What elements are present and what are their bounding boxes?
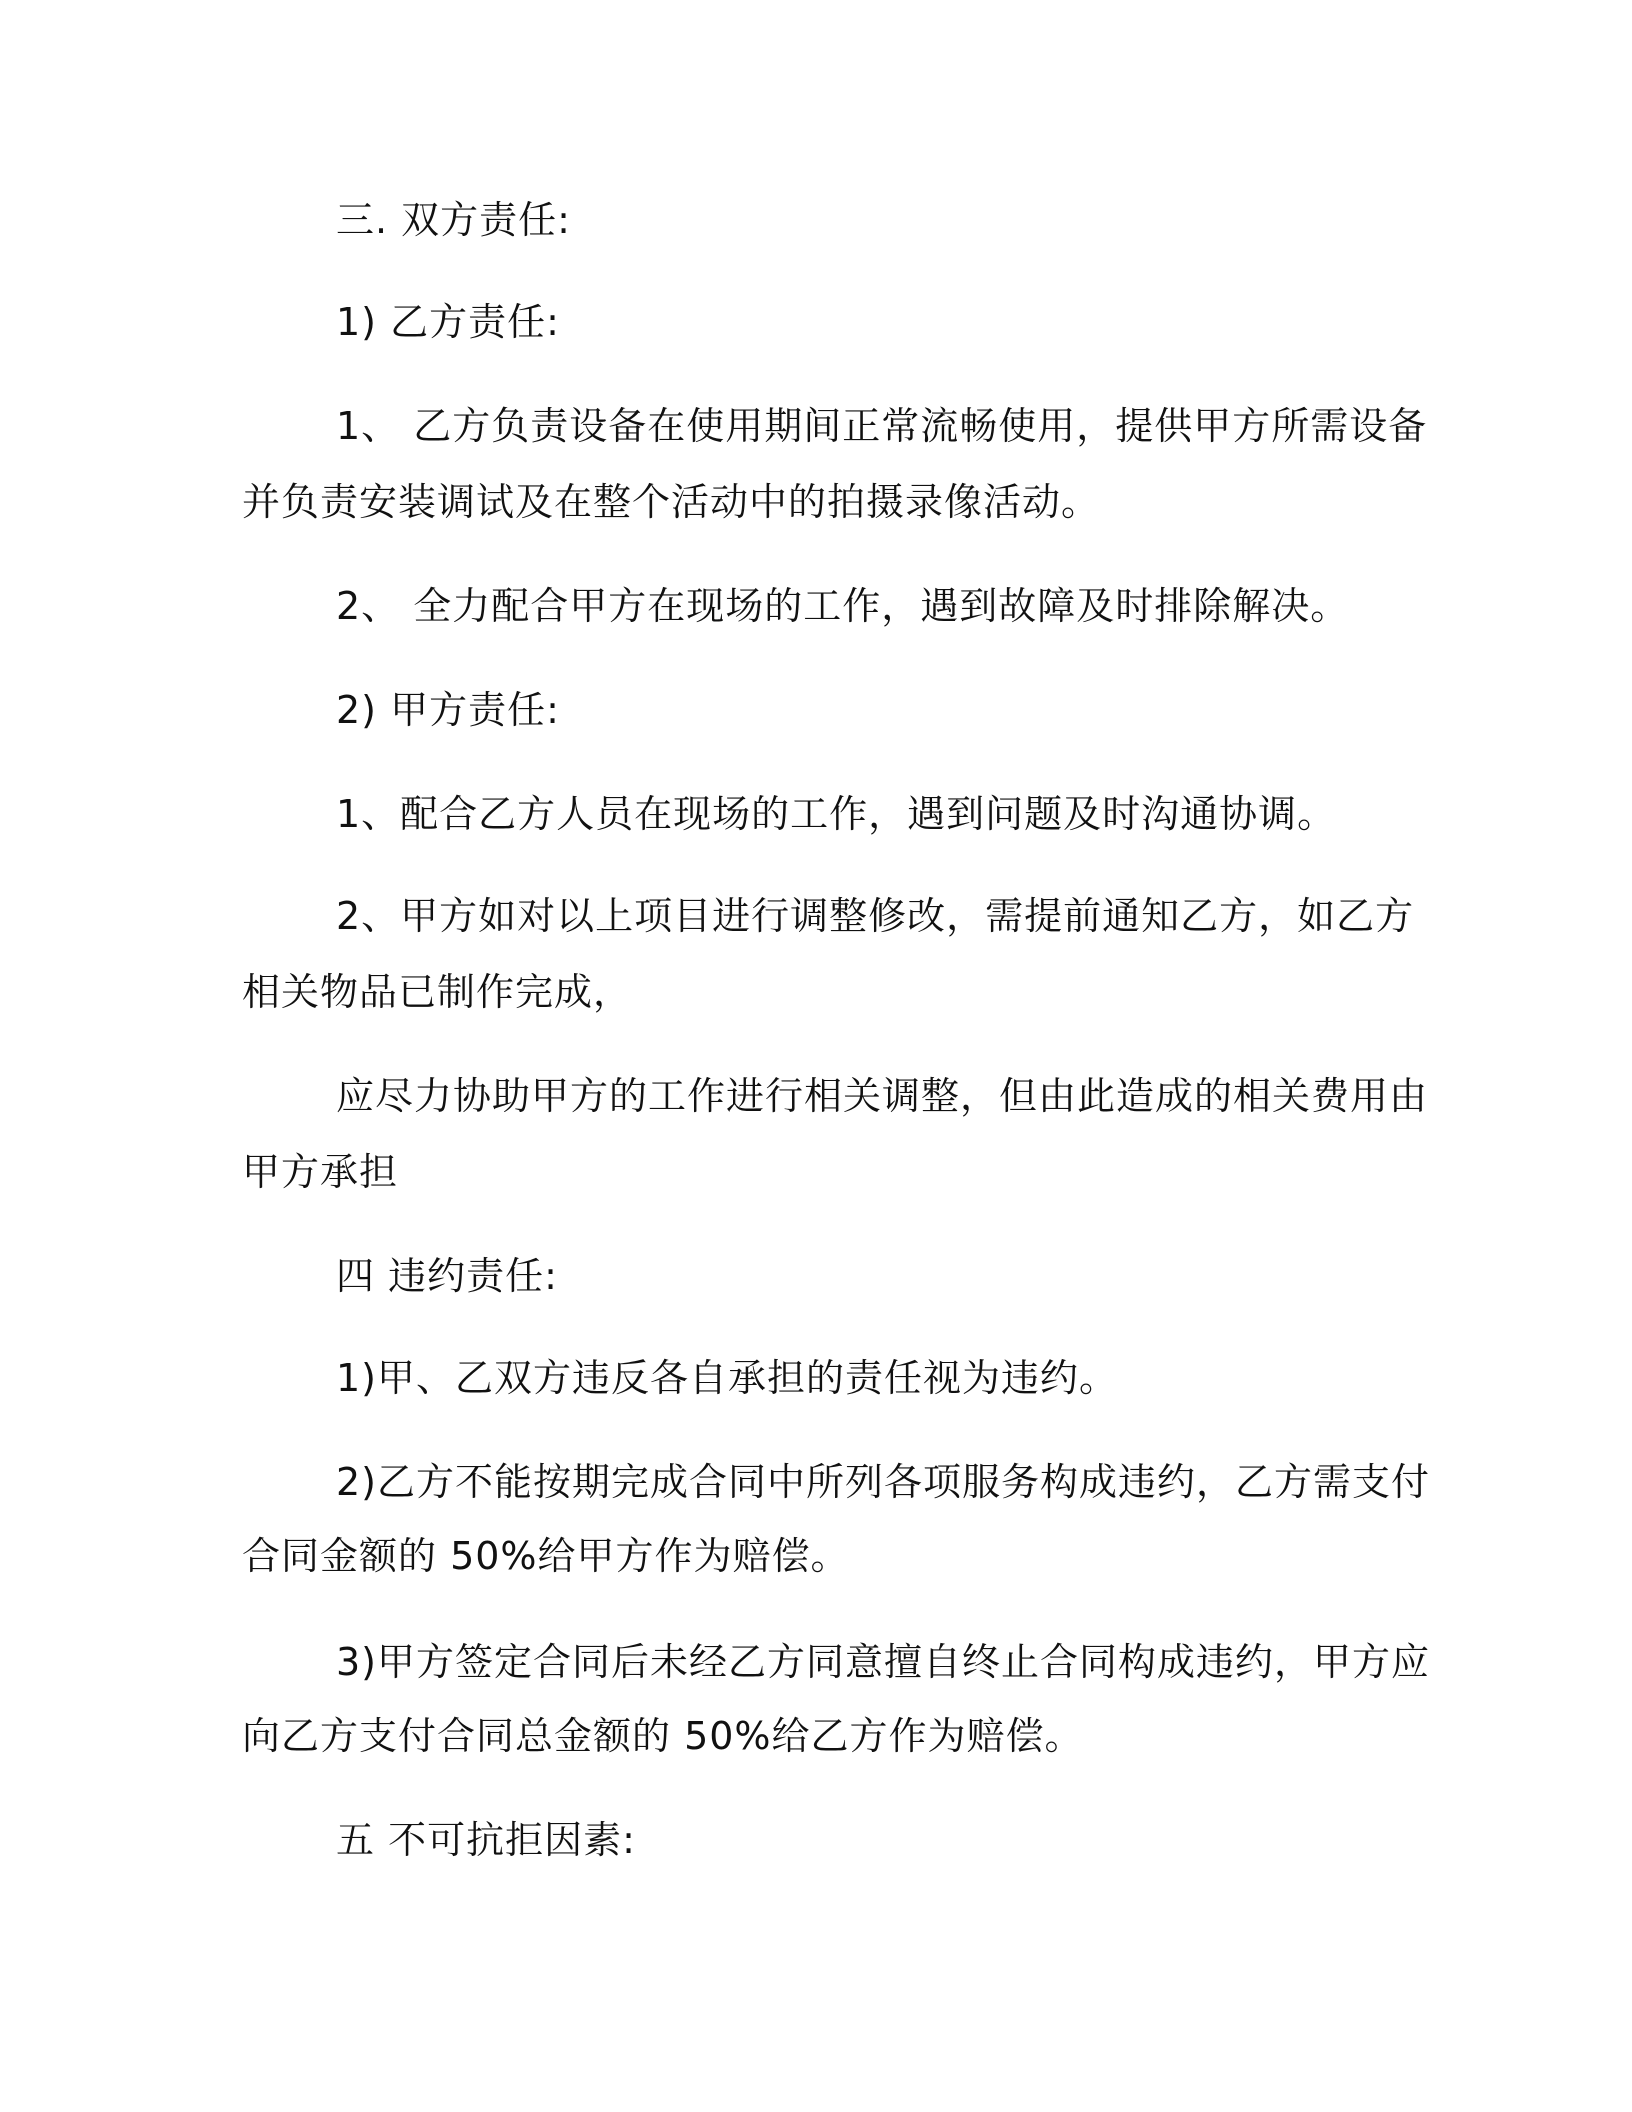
paragraph-line: 相关物品已制作完成， — [242, 970, 633, 1014]
paragraph-line: 3)甲方签定合同后未经乙方同意擅自终止合同构成违约，甲方应 — [336, 1640, 1431, 1684]
section-heading-force-majeure: 五 不可抗拒因素: — [336, 1818, 636, 1862]
subsection-heading-party-b: 1) 乙方责任: — [336, 300, 560, 344]
paragraph-line: 并负责安装调试及在整个活动中的拍摄录像活动。 — [242, 480, 1101, 524]
paragraph-line: 2)乙方不能按期完成合同中所列各项服务构成违约，乙方需支付 — [336, 1460, 1431, 1504]
paragraph-line: 应尽力协助甲方的工作进行相关调整，但由此造成的相关费用由 — [336, 1074, 1429, 1118]
paragraph-line: 2、 全力配合甲方在现场的工作，遇到故障及时排除解决。 — [336, 584, 1350, 628]
paragraph-line: 1)甲、乙双方违反各自承担的责任视为违约。 — [336, 1356, 1119, 1400]
subsection-heading-party-a: 2) 甲方责任: — [336, 688, 560, 732]
section-heading-breach: 四 违约责任: — [336, 1254, 558, 1298]
paragraph-line: 合同金额的 50%给甲方作为赔偿。 — [242, 1534, 850, 1578]
paragraph-line: 2、甲方如对以上项目进行调整修改，需提前通知乙方，如乙方 — [336, 894, 1415, 938]
paragraph-line: 向乙方支付合同总金额的 50%给乙方作为赔偿。 — [242, 1714, 1084, 1758]
paragraph-line: 甲方承担 — [242, 1150, 399, 1194]
paragraph-line: 1、配合乙方人员在现场的工作，遇到问题及时沟通协调。 — [336, 792, 1337, 836]
section-heading-responsibilities: 三. 双方责任: — [336, 198, 571, 242]
paragraph-line: 1、 乙方负责设备在使用期间正常流畅使用，提供甲方所需设备 — [336, 404, 1428, 448]
